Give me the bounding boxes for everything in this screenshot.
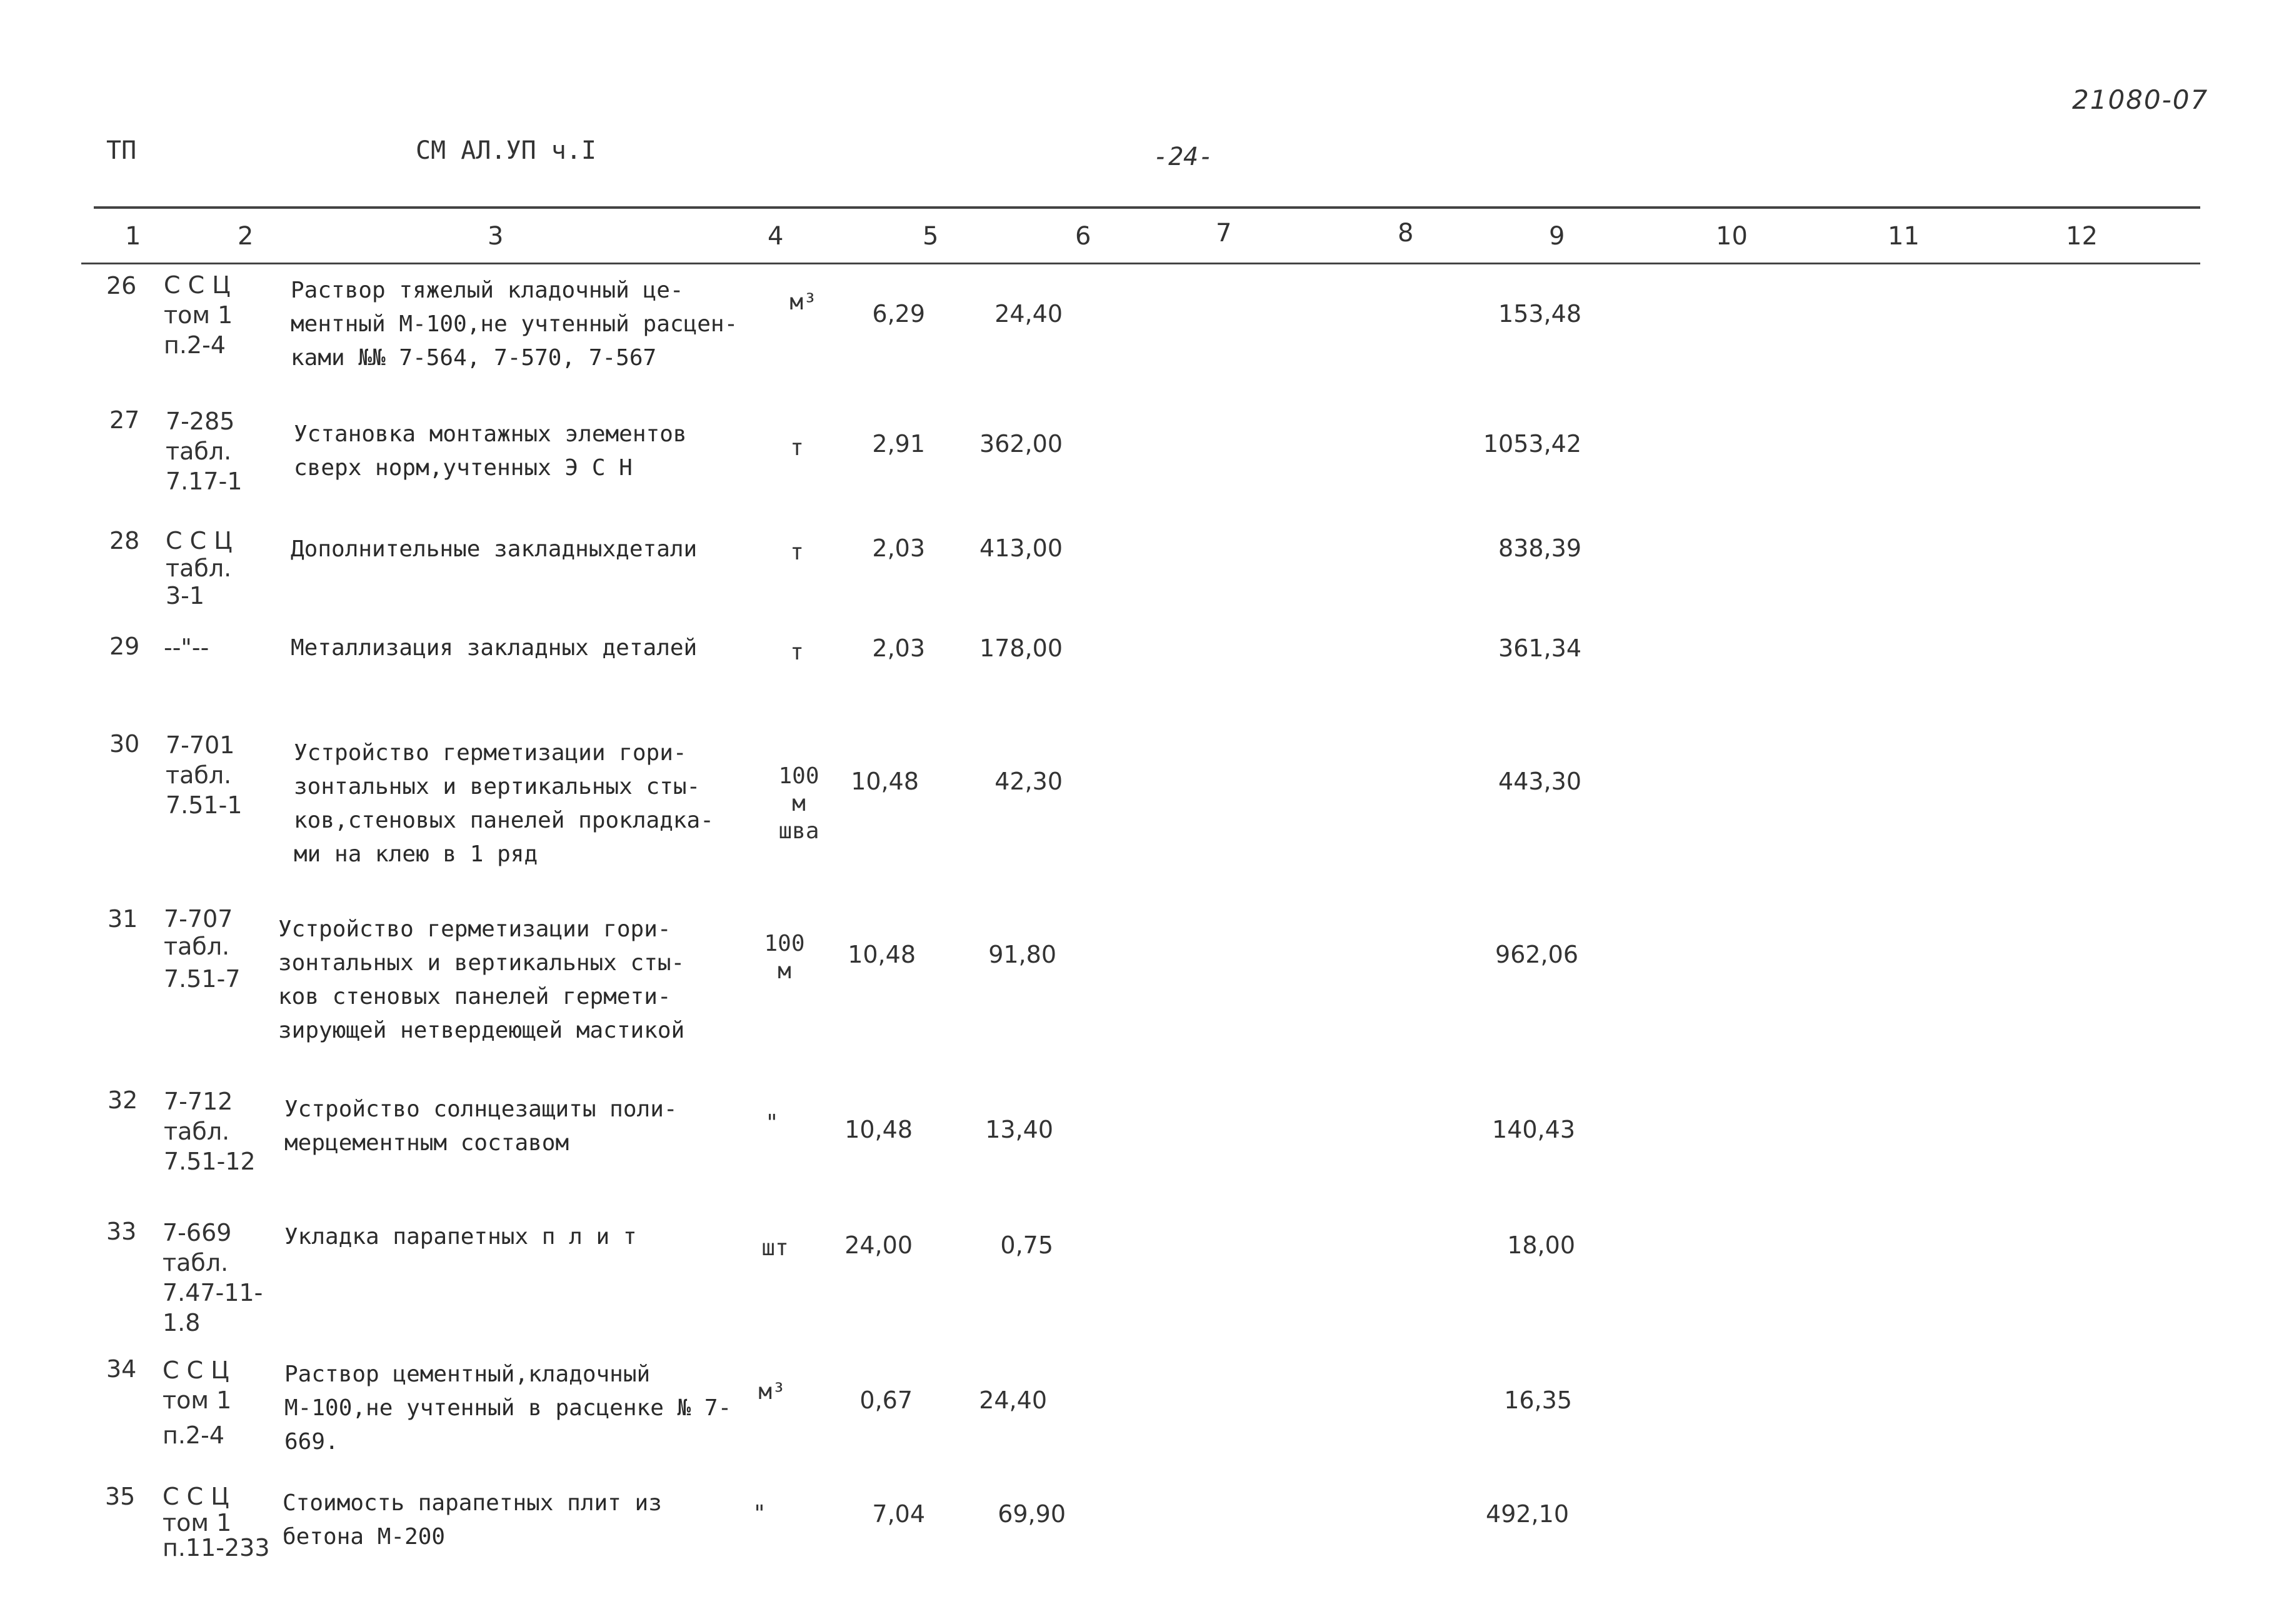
row-description: Дополнительные закладныхдетали bbox=[291, 536, 698, 562]
row-quantity: 2,03 bbox=[872, 534, 925, 562]
row-price: 42,30 bbox=[994, 768, 1063, 795]
row-quantity: 10,48 bbox=[848, 941, 916, 968]
row-number: 34 bbox=[106, 1355, 137, 1383]
row-number: 32 bbox=[108, 1086, 138, 1114]
row-code: --"-- bbox=[164, 634, 209, 661]
row-price: 178,00 bbox=[979, 634, 1063, 662]
column-header-6: 6 bbox=[1075, 222, 1091, 251]
page-number: -24- bbox=[1153, 143, 1214, 171]
column-header-7: 7 bbox=[1216, 219, 1232, 248]
column-header-9: 9 bbox=[1549, 222, 1565, 251]
column-header-3: 3 bbox=[488, 222, 504, 251]
row-price: 0,75 bbox=[1000, 1231, 1053, 1259]
row-price: 362,00 bbox=[979, 430, 1063, 458]
row-quantity: 0,67 bbox=[859, 1386, 913, 1414]
row-unit: шт bbox=[761, 1235, 789, 1261]
row-unit: " bbox=[753, 1501, 766, 1526]
row-total: 361,34 bbox=[1498, 634, 1581, 662]
left-code: ТП bbox=[106, 136, 137, 165]
column-header-1: 1 bbox=[125, 222, 141, 251]
column-header-10: 10 bbox=[1716, 222, 1748, 251]
row-unit: 100 м bbox=[764, 931, 805, 984]
row-number: 27 bbox=[109, 406, 140, 434]
row-price: 69,90 bbox=[998, 1500, 1066, 1528]
row-description: Устройство солнцезащиты поли- мерцементным составом bbox=[284, 1096, 678, 1156]
column-header-2: 2 bbox=[238, 222, 254, 251]
row-code: 7-712 табл. 7.51-12 bbox=[164, 1088, 256, 1175]
row-code: С С Ц том 1 п.2-4 bbox=[163, 1356, 232, 1449]
row-description: Раствор цементный,кладочный М-100,не учтенный в расценке № 7-669. bbox=[284, 1361, 732, 1455]
series-code: СМ АЛ.УП ч.I bbox=[416, 136, 596, 165]
row-total: 16,35 bbox=[1504, 1386, 1572, 1414]
row-code: 7-285 табл. 7.17-1 bbox=[166, 408, 243, 495]
row-quantity: 2,03 bbox=[872, 634, 925, 662]
row-code: 7-707 табл. 7.51-7 bbox=[164, 905, 241, 993]
header-rule bbox=[81, 263, 2200, 264]
column-header-11: 11 bbox=[1888, 222, 1920, 251]
row-total: 140,43 bbox=[1492, 1116, 1575, 1143]
row-quantity: 10,48 bbox=[851, 768, 919, 795]
row-total: 838,39 bbox=[1498, 534, 1581, 562]
row-unit: т bbox=[790, 539, 804, 565]
row-unit: т bbox=[790, 435, 804, 461]
row-quantity: 24,00 bbox=[844, 1231, 913, 1259]
row-description: Стоимость парапетных плит из бетона М-200 bbox=[283, 1490, 662, 1550]
row-quantity: 6,29 bbox=[872, 300, 925, 328]
row-description: Устройство герметизации гори- зонтальных и вертикальных сты- ков,стеновых панелей прокладка- ми на клею в 1 ряд bbox=[294, 740, 714, 867]
row-total: 443,30 bbox=[1498, 768, 1581, 795]
row-unit: " bbox=[765, 1110, 779, 1136]
row-number: 26 bbox=[106, 272, 137, 299]
row-unit: т bbox=[790, 639, 804, 665]
row-price: 24,40 bbox=[994, 300, 1063, 328]
top-rule bbox=[94, 206, 2200, 209]
row-code: С С Ц том 1 п.11-233 bbox=[163, 1483, 270, 1561]
row-number: 31 bbox=[108, 905, 138, 933]
row-total: 153,48 bbox=[1498, 300, 1581, 328]
row-total: 492,10 bbox=[1486, 1500, 1569, 1528]
row-quantity: 2,91 bbox=[872, 430, 925, 458]
row-quantity: 7,04 bbox=[872, 1500, 925, 1528]
row-number: 35 bbox=[105, 1483, 136, 1510]
row-price: 413,00 bbox=[979, 534, 1063, 562]
column-header-8: 8 bbox=[1398, 219, 1414, 248]
row-number: 30 bbox=[109, 730, 140, 758]
column-header-5: 5 bbox=[923, 222, 939, 251]
row-description: Металлизация закладных деталей bbox=[291, 635, 698, 661]
document-number: 21080-07 bbox=[2072, 84, 2209, 115]
column-header-12: 12 bbox=[2066, 222, 2098, 251]
row-code: 7-701 табл. 7.51-1 bbox=[166, 731, 243, 819]
row-description: Установка монтажных элементов сверх норм,учтенных Э С Н bbox=[294, 421, 687, 481]
row-description: Устройство герметизации гори- зонтальных и вертикальных сты- ков стеновых панелей гермети- зирующей нетвердеющей мастикой bbox=[278, 916, 685, 1043]
row-total: 1053,42 bbox=[1483, 430, 1581, 458]
row-total: 18,00 bbox=[1507, 1231, 1575, 1259]
row-description: Укладка парапетных п л и т bbox=[284, 1224, 637, 1250]
row-unit: 100 м шва bbox=[778, 763, 819, 844]
row-code: С С Ц табл. 3-1 bbox=[166, 527, 233, 609]
row-price: 91,80 bbox=[988, 941, 1056, 968]
row-code: С С Ц том 1 п.2-4 bbox=[164, 271, 233, 359]
row-number: 29 bbox=[109, 633, 140, 660]
row-price: 13,40 bbox=[985, 1116, 1053, 1143]
row-total: 962,06 bbox=[1495, 941, 1578, 968]
row-code: 7-669 табл. 7.47-11- 1.8 bbox=[163, 1219, 263, 1336]
row-price: 24,40 bbox=[979, 1386, 1047, 1414]
row-number: 33 bbox=[106, 1218, 137, 1245]
row-number: 28 bbox=[109, 527, 140, 554]
row-unit: м³ bbox=[789, 289, 817, 315]
row-description: Раствор тяжелый кладочный це- ментный М-100,не учтенный расцен- ками №№ 7-564, 7-570, 7-567 bbox=[291, 278, 738, 371]
row-quantity: 10,48 bbox=[844, 1116, 913, 1143]
row-unit: м³ bbox=[758, 1379, 786, 1405]
column-header-4: 4 bbox=[768, 222, 784, 251]
